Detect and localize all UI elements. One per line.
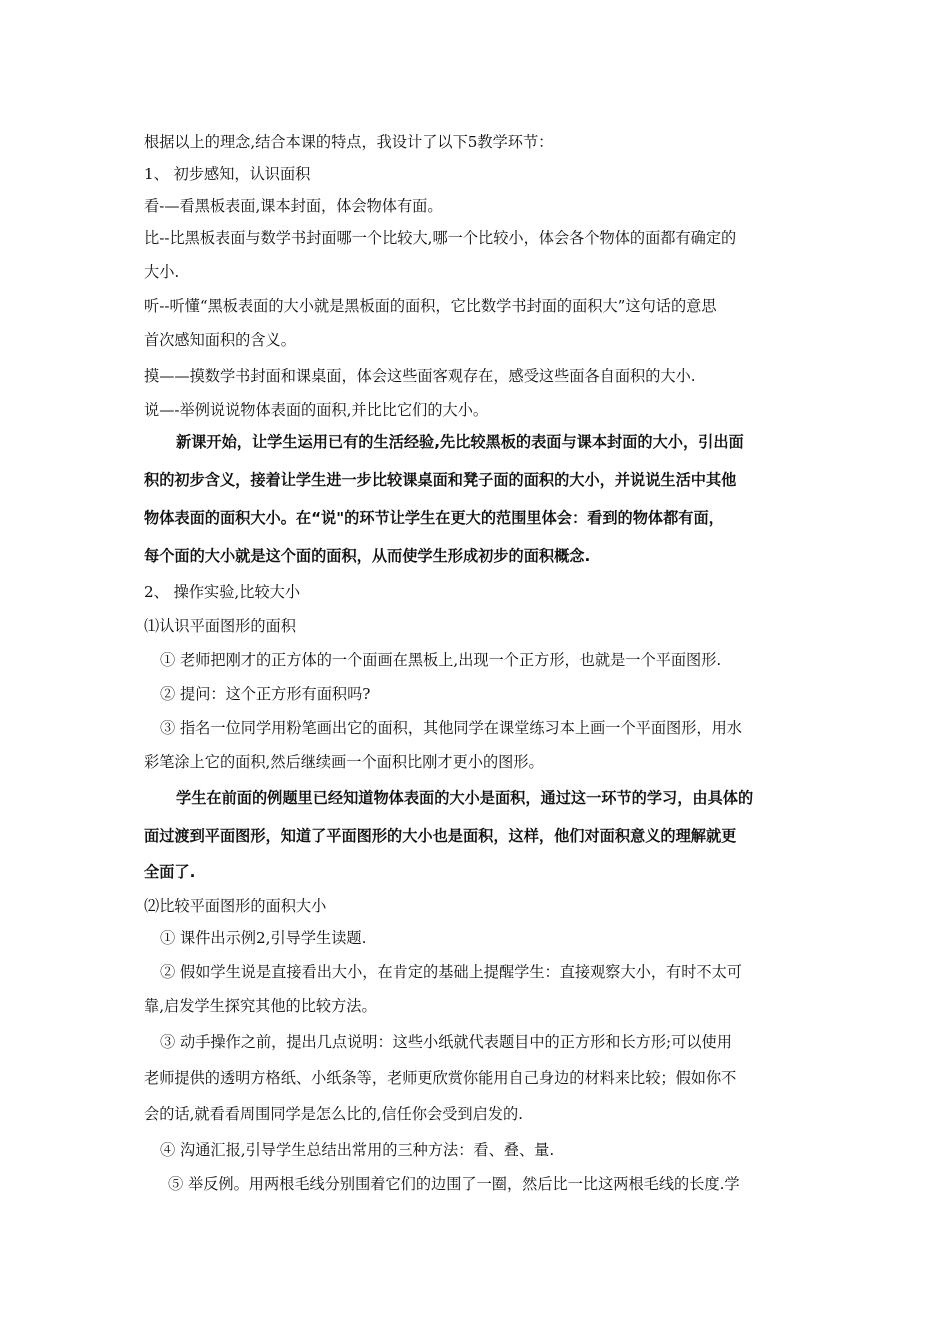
subsection-heading: ⑵比较平面图形的面积大小 [144,897,327,915]
list-item: ③ 动手操作之前，提出几点说明：这些小纸就代表题目中的正方形和长方形;可以使用 [160,1033,732,1051]
paragraph-line: 听--听懂“黑板表面的大小就是黑板面的面积，它比数学书封面的面积大”这句话的意思 [144,297,717,315]
bold-paragraph-line: 全面了. [144,863,196,881]
list-item: ⑤ 举反例。用两根毛线分别围着它们的边围了一圈，然后比一比这两根毛线的长度.学 [168,1175,740,1193]
list-item-continuation: 彩笔涂上它的面积,然后继续画一个面积比刚才更小的图形。 [144,753,544,771]
paragraph-line: 首次感知面积的含义。 [144,331,296,349]
intro-line: 根据以上的理念,结合本课的特点，我设计了以下5教学环节： [144,133,554,151]
list-item: ① 课件出示例2,引导学生读题. [160,929,367,947]
bold-paragraph-line: 面过渡到平面图形，知道了平面图形的大小也是面积，这样，他们对面积意义的理解就更 [144,827,737,845]
list-item: ③ 指名一位同学用粉笔画出它的面积，其他同学在课堂练习本上画一个平面图形，用水 [160,719,742,737]
paragraph-line: 摸——摸数学书封面和课桌面，体会这些面客观存在，感受这些面各自面积的大小. [144,367,696,385]
paragraph-line: 比--比黑板表面与数学书封面哪一个比较大,哪一个比较小，体会各个物体的面都有确定的 [144,229,737,247]
bold-paragraph-line: 物体表面的面积大小。在“说"的环节让学生在更大的范围里体会：看到的物体都有面， [144,509,724,527]
list-item: ② 提问：这个正方形有面积吗? [160,685,371,703]
list-item-continuation: 老师提供的透明方格纸、小纸条等，老师更欣赏你能用自己身边的材料来比较；假如你不 [144,1069,737,1087]
bold-paragraph-line: 积的初步含义，接着让学生进一步比较课桌面和凳子面的面积的大小，并说说生活中其他 [144,471,737,489]
subsection-heading: ⑴认识平面图形的面积 [144,617,296,635]
list-item-continuation: 会的话,就看看周围同学是怎么比的,信任你会受到启发的. [144,1105,523,1123]
section-heading-1: 1、 初步感知，认识面积 [144,165,311,183]
paragraph-line: 看-—看黑板表面,课本封面，体会物体有面。 [144,197,443,215]
paragraph-line: 说—-举例说说物体表面的面积,并比比它们的大小。 [144,401,489,419]
paragraph-line: 大小. [144,263,180,281]
list-item: ① 老师把刚才的正方体的一个面画在黑板上,出现一个正方形，也就是一个平面图形. [160,651,722,669]
bold-paragraph-line: 学生在前面的例题里已经知道物体表面的大小是面积，通过这一环节的学习，由具体的 [176,789,754,807]
list-item: ④ 沟通汇报,引导学生总结出常用的三种方法：看、叠、量. [160,1141,555,1159]
bold-paragraph-line: 每个面的大小就是这个面的面积，从而使学生形成初步的面积概念. [144,547,591,565]
section-heading-2: 2、 操作实验,比较大小 [144,583,301,601]
bold-paragraph-line: 新课开始，让学生运用已有的生活经验,先比较黑板的表面与课本封面的大小，引出面 [176,433,744,451]
list-item-continuation: 靠,启发学生探究其他的比较方法。 [144,997,377,1015]
list-item: ② 假如学生说是直接看出大小，在肯定的基础上提醒学生：直接观察大小，有时不太可 [160,963,742,981]
